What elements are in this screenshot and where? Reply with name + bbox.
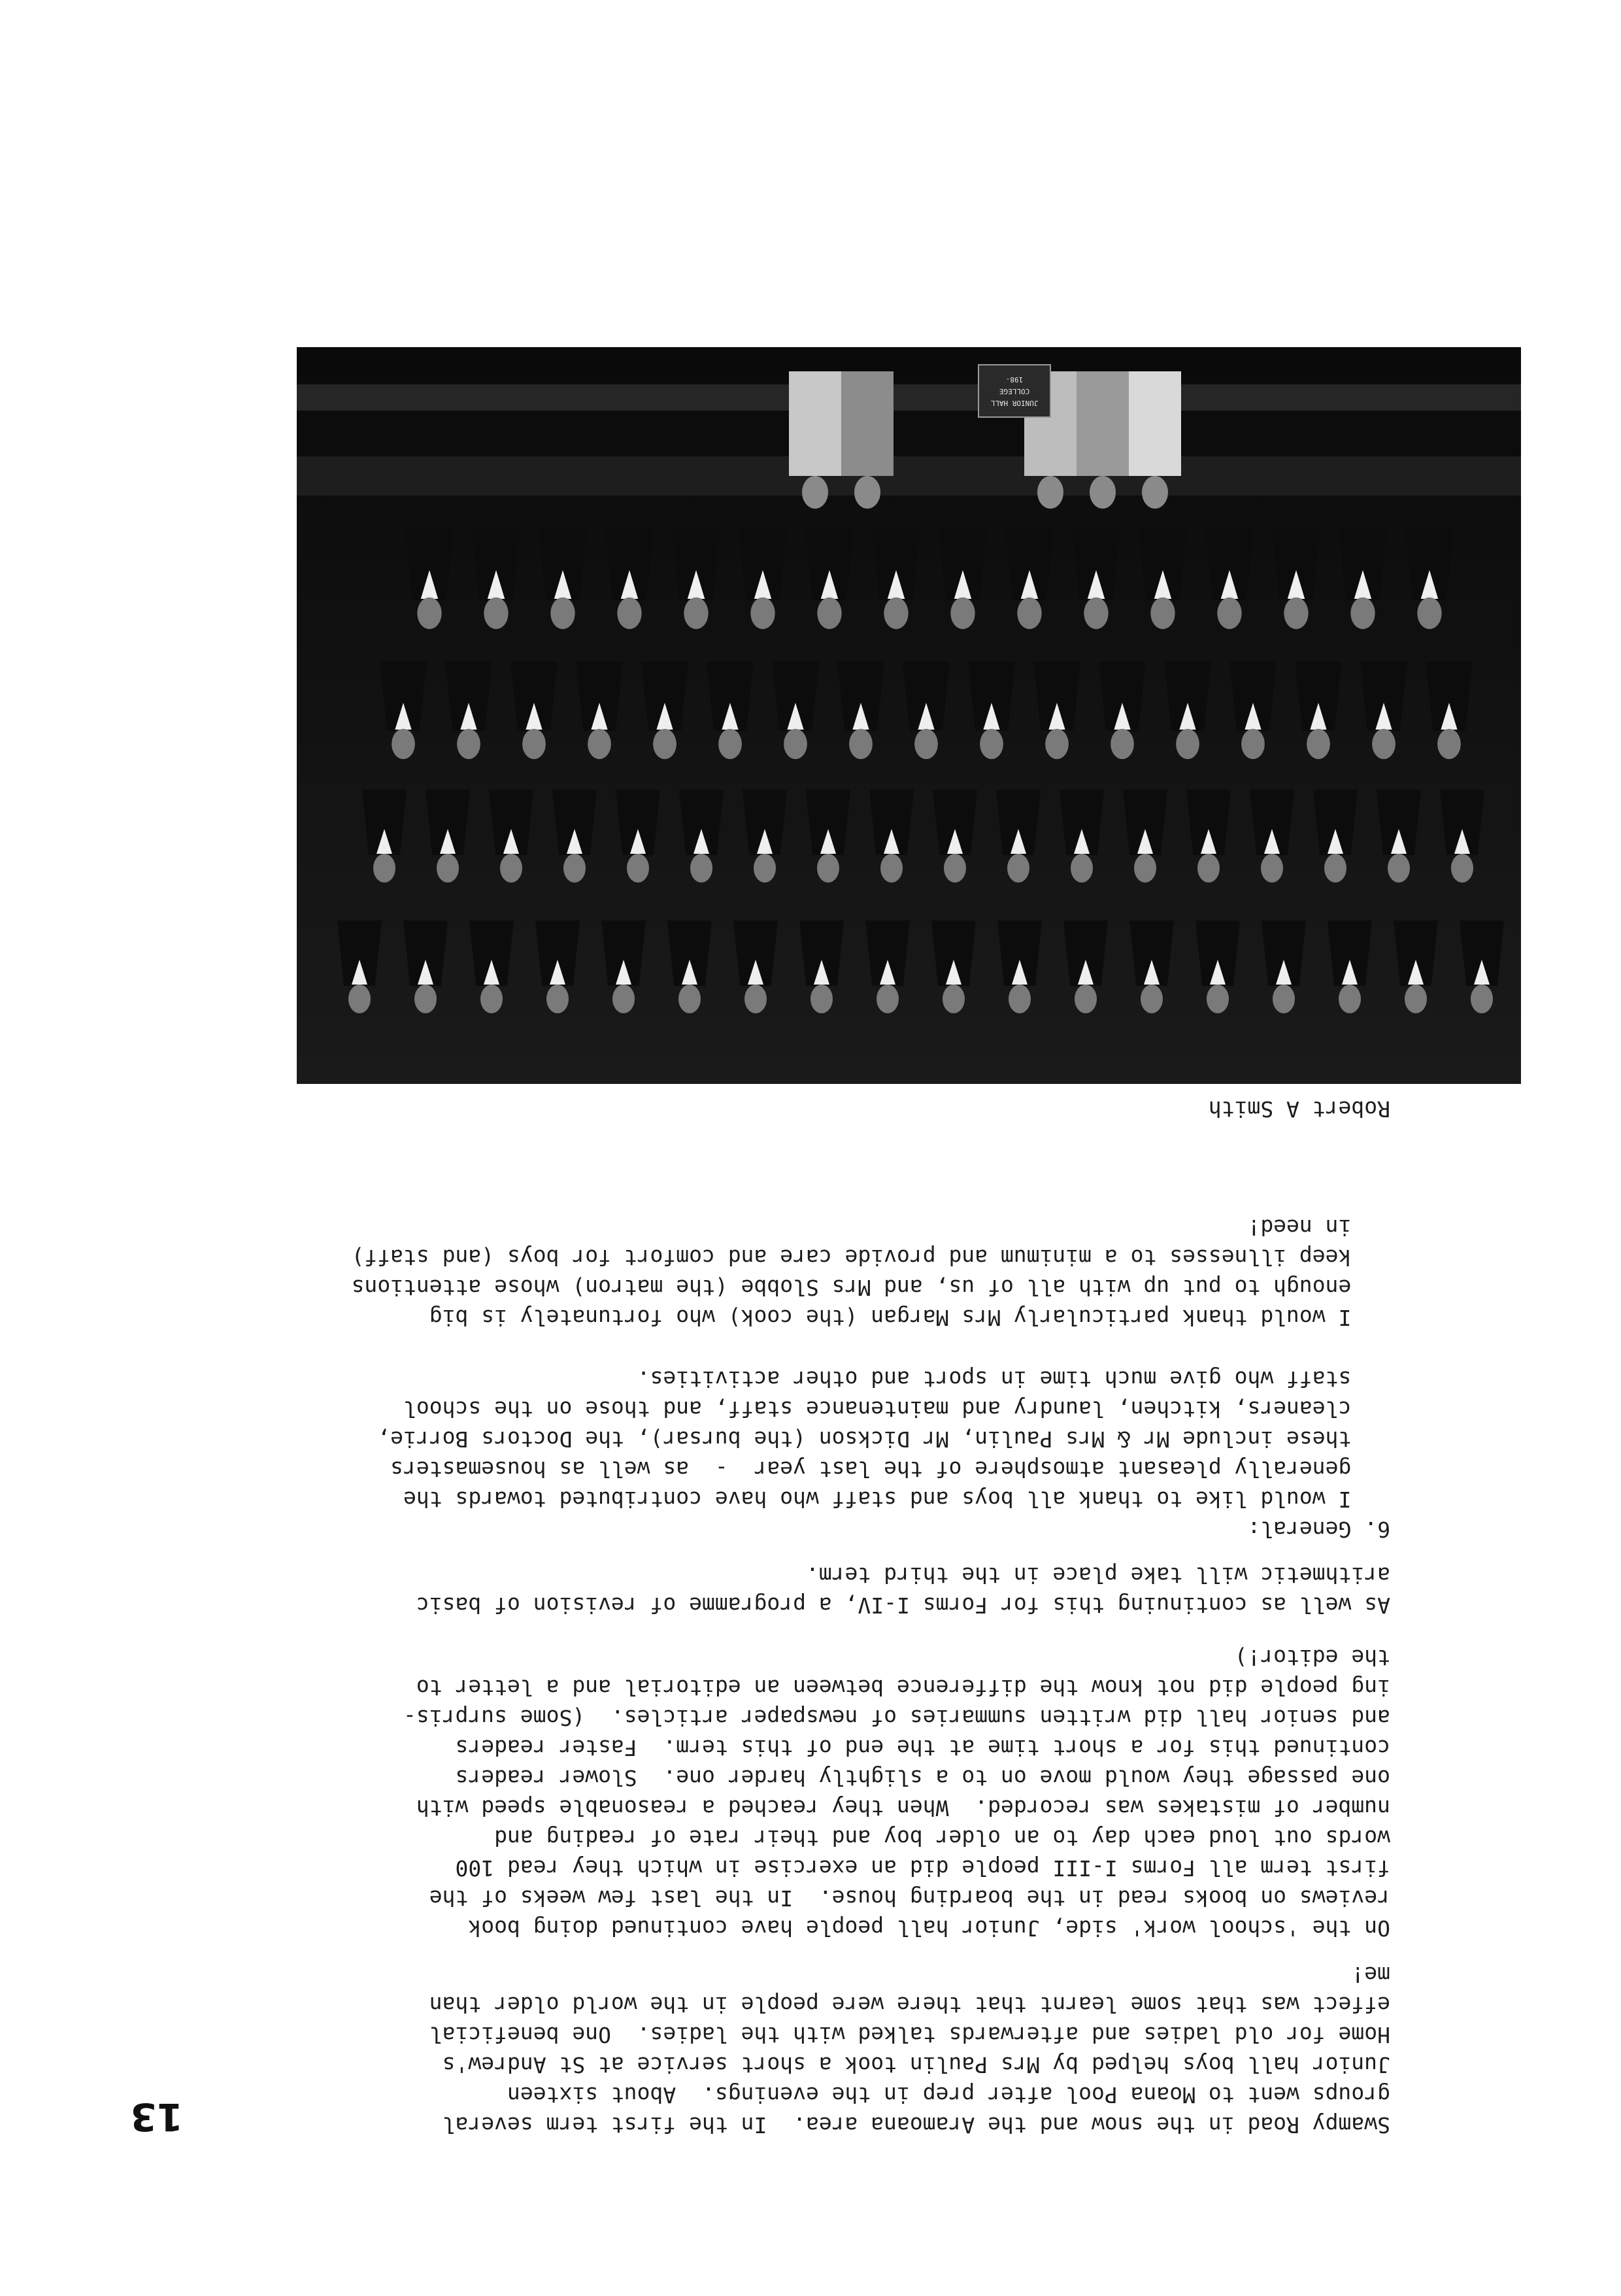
- text-line: groups went to Moana Pool after prep in the evenings. About sixteen: [507, 2082, 1390, 2108]
- text-line: one passage they would move on to a slightly harder one. Slower readers: [455, 1765, 1390, 1791]
- text-line: and senior hall did written summaries of newspaper articles. (Some surpris-: [403, 1705, 1390, 1730]
- text-line: I would like to thank all boys and staff who have contributed towards the: [403, 1487, 1390, 1512]
- text-line: Swampy Road in the snow and the Aramoana area. In the first term several: [442, 2112, 1390, 2138]
- photo-label-line: 198-: [1005, 375, 1024, 384]
- group-photo: [297, 347, 1521, 1084]
- text-line: enough to put up with all of us, and Mrs Slobbe (the matron) whose attentions: [351, 1275, 1390, 1300]
- text-line: Home for old ladies and afterwards talked with the ladies. One beneficial: [429, 2022, 1390, 2048]
- text-line: reviews on books read in the boarding house. In the last few weeks of the: [429, 1885, 1390, 1911]
- text-line: these include Mr & Mrs Paulin, Mr Dickson (the bursar), the Doctors Borrie,: [377, 1427, 1390, 1452]
- photo-label-line: JUNIOR HALL: [990, 399, 1039, 407]
- paragraph-general: [214, 1364, 1390, 1544]
- photo-name-board: [978, 365, 1050, 417]
- paragraph-outings: [214, 1959, 1390, 2140]
- paragraph-arithmetic: [214, 1560, 1390, 1620]
- page-number: 13: [130, 2095, 183, 2139]
- text-line: generally pleasant atmosphere of the last year - as well as housemasters: [390, 1457, 1390, 1482]
- photo-label-line: COLLEGE: [999, 387, 1030, 396]
- text-line: cleaners, kitchen, laundry and maintenance staff, and those on the school: [403, 1396, 1390, 1422]
- text-line: As well as continuing this for Forms I-IV, a programme of revision of basic: [416, 1593, 1390, 1618]
- paragraph-school-work: [214, 1642, 1390, 1943]
- text-line: ing people did not know the difference between an editorial and a letter to: [416, 1675, 1390, 1700]
- signature: Robert A Smith: [1208, 1096, 1390, 1122]
- section-heading-general: 6. General:: [1247, 1517, 1390, 1542]
- text-line: keep illnesses to a minimum and provide care and comfort for boys (and staff): [351, 1245, 1390, 1270]
- text-line: arithmetic will take place in the third term.: [805, 1562, 1390, 1588]
- text-line: continued this for a short time at the end of this term. Faster readers: [455, 1735, 1390, 1761]
- text-line: staff who give much time in sport and other activities.: [637, 1366, 1390, 1392]
- text-line: first term all Forms I-III people did an exercise in which they read 100: [455, 1855, 1390, 1881]
- text-line: Junior hall boys helped by Mrs Paulin took a short service at St Andrew's: [442, 2052, 1390, 2078]
- paragraph-thanks: [214, 1212, 1390, 1332]
- text-line: On the 'school work' side, Junior hall people have continued doing book: [468, 1916, 1390, 1941]
- text-line: in need!: [1247, 1215, 1390, 1240]
- text-line: effect was that some learnt that there were people in the world older than: [429, 1992, 1390, 2017]
- text-line: number of mistakes was recorded. When they reached a reasonable speed with: [416, 1795, 1390, 1821]
- group-photo-image: [297, 347, 1521, 1084]
- text-line: words out loud each day to an older boy and their rate of reading and: [494, 1825, 1390, 1851]
- text-line: me!: [1351, 1962, 1390, 1987]
- text-line: I would thank particularly Mrs Margan (the cook) who fortunately is big: [429, 1305, 1390, 1330]
- text-line: the editor!): [1234, 1645, 1390, 1670]
